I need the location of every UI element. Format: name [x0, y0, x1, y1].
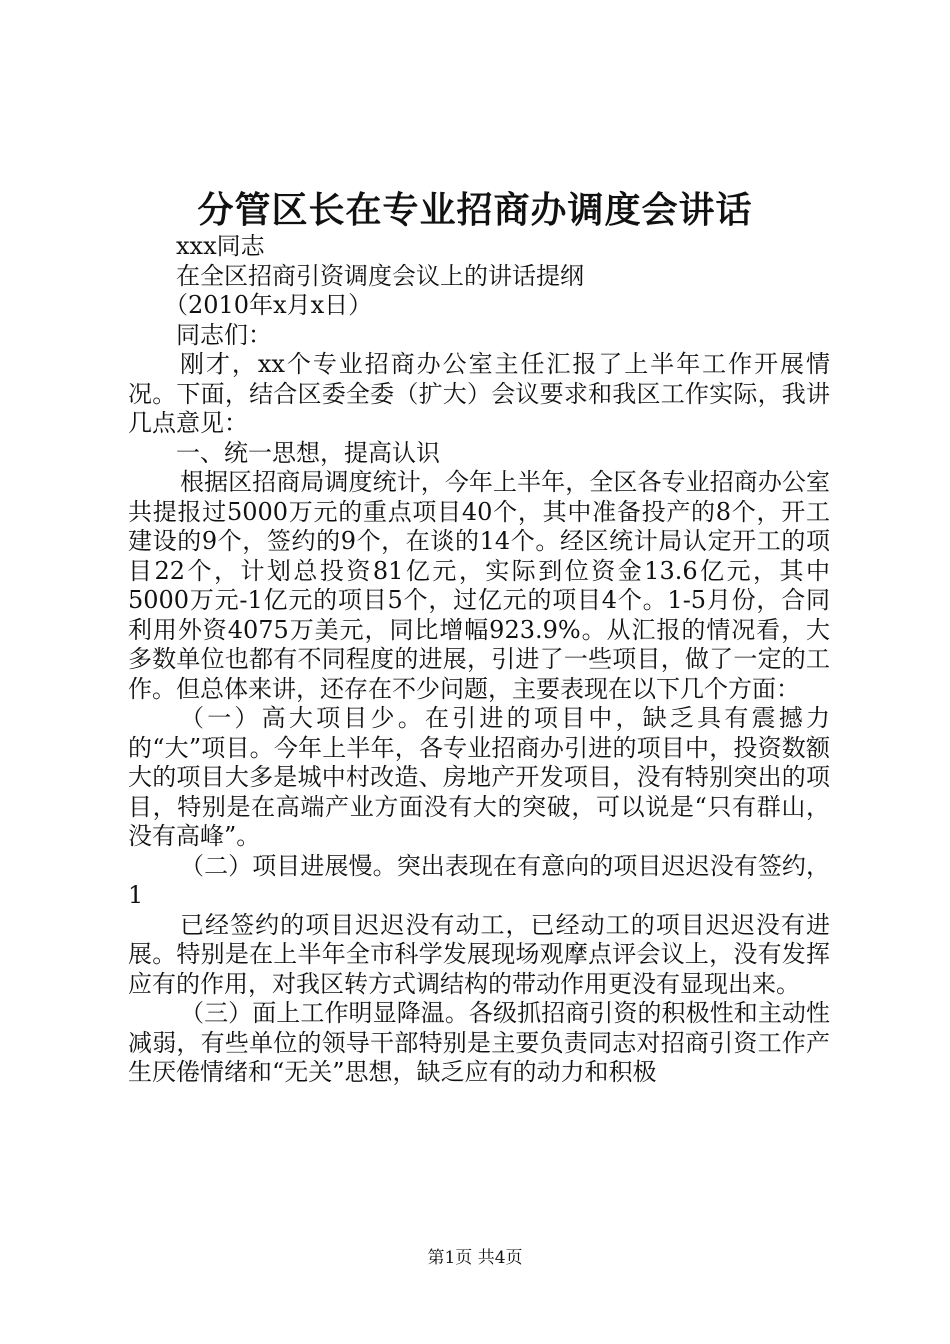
paragraph: （三）面上工作明显降温。各级抓招商引资的积极性和主动性减弱，有些单位的领导干部特别是主要负责同志对招商引资工作产生厌倦情绪和“无关”思想，缺乏应有的动力和积极 [128, 999, 830, 1086]
addressee-line: xxx同志 [176, 232, 265, 260]
paragraph: 根据区招商局调度统计，今年上半年，全区各专业招商办公室共提报过5000万元的重点项目40个，其中准备投产的8个，开工建设的9个，签约的9个，在谈的14个。经区统计局认定开工的项目22个，计划总投资81亿元，实际到位资金13.6亿元，其中5000万元-1亿元的项目5个，过亿元的项目4个。1-5月份，合同利用外资4075万美元，同比增幅923.9%。从汇报的情况看，大多数单位也都有不同程度的进展，引进了一些项目，做了一定的工作。但总体来讲，还存在不少问题，主要表现在以下几个方面： [128, 468, 830, 703]
document-title: 分管区长在专业招商办调度会讲话 [197, 189, 753, 231]
paragraph: （二）项目进展慢。突出表现在有意向的项目迟迟没有签约，1 [128, 851, 830, 909]
salutation-line: 同志们： [176, 320, 272, 349]
page-footer: 第1页 共4页 [427, 1248, 523, 1268]
paragraph: （一）高大项目少。在引进的项目中，缺乏具有震撼力的“大”项目。今年上半年，各专业招商办引进的项目中，投资数额大的项目大多是城中村改造、房地产开发项目，没有特别突出的项目，特别是在高端产业方面没有大的突破，可以说是“只有群山，没有高峰”。 [128, 704, 830, 850]
date-line: （2010年x月x日） [164, 291, 373, 319]
paragraph: 刚才，xx个专业招商办公室主任汇报了上半年工作开展情况。下面，结合区委全委（扩大）会议要求和我区工作实际，我讲几点意见： [128, 350, 830, 437]
document-body [128, 232, 830, 1088]
paragraph: 已经签约的项目迟迟没有动工，已经动工的项目迟迟没有进展。特别是在上半年全市科学发展现场观摩点评会议上，没有发挥应有的作用，对我区转方式调结构的带动作用更没有显现出来。 [128, 910, 830, 998]
subtitle-line: 在全区招商引资调度会议上的讲话提纲 [176, 261, 584, 290]
section-heading: 一、统一思想，提高认识 [176, 438, 440, 467]
